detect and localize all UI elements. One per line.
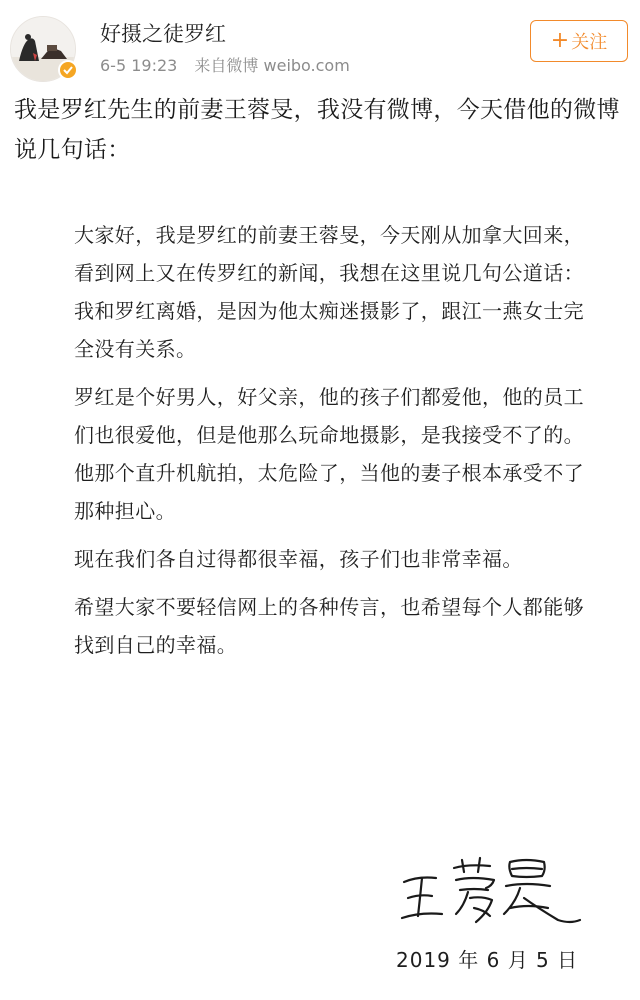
letter-paragraph: 现在我们各自过得都很幸福，孩子们也非常幸福。 xyxy=(74,547,523,571)
post-header xyxy=(0,0,640,84)
handwritten-signature xyxy=(398,852,584,932)
letter-image xyxy=(74,216,592,674)
post-source[interactable]: 来自微博 weibo.com xyxy=(194,56,350,75)
post-time: 6-5 19:23 xyxy=(100,56,178,75)
post-meta xyxy=(100,53,350,76)
user-name[interactable]: 好摄之徒罗红 xyxy=(100,22,226,46)
post-text: 我是罗红先生的前妻王蓉旻，我没有微博，今天借他的微博说几句话： xyxy=(14,97,620,163)
verified-badge-icon xyxy=(58,60,78,80)
plus-icon: + xyxy=(550,28,570,53)
letter-date: 2019 年 6 月 5 日 xyxy=(396,948,579,972)
follow-label: 关注 xyxy=(571,32,608,53)
follow-button[interactable] xyxy=(530,20,628,62)
letter-paragraph: 大家好，我是罗红的前妻王蓉旻，今天刚从加拿大回来，看到网上又在传罗红的新闻，我想在这里说几句公道话：我和罗红离婚，是因为他太痴迷摄影了，跟江一燕女士完全没有关系。 xyxy=(74,223,584,361)
letter-paragraph: 希望大家不要轻信网上的各种传言，也希望每个人都能够找到自己的幸福。 xyxy=(74,595,584,657)
letter-paragraph: 罗红是个好男人，好父亲，他的孩子们都爱他，他的员工们也很爱他，但是他那么玩命地摄影，是我接受不了的。他那个直升机航拍，太危险了，当他的妻子根本承受不了那种担心。 xyxy=(74,385,584,523)
